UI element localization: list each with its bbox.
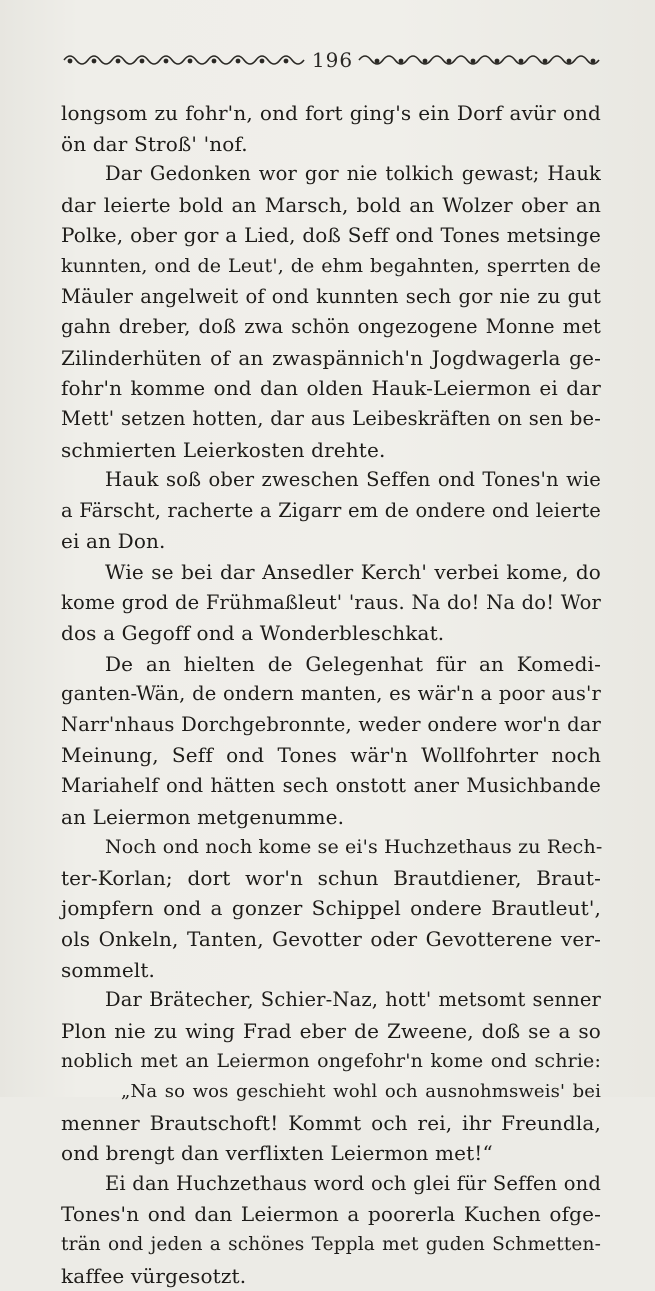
text-line: Mett' setzen hotten, dar aus Leibeskräften on sen be- bbox=[61, 406, 601, 430]
text-line: kunnten, ond de Leut', de ehm begahnten, sperrten de bbox=[61, 254, 601, 277]
text-line: kaffee vürgesotzt. bbox=[61, 1263, 247, 1288]
page-number: 196 bbox=[311, 48, 354, 72]
text-line: Tones'n ond dan Leiermon a poorerla Kuchen ofge- bbox=[61, 1202, 601, 1227]
text-line: jompfern ond a gonzer Schippel ondere Brautleut', bbox=[61, 896, 601, 921]
text-line: longsom zu fohr'n, ond fort ging's ein Dorf avür ond bbox=[61, 101, 601, 125]
text-line: menner Brautschoft! Kommt och rei, ihr Freundla, bbox=[61, 1110, 601, 1135]
text-line: dos a Gegoff ond a Wonderbleschkat. bbox=[61, 621, 445, 646]
text-line: sommelt. bbox=[61, 957, 156, 982]
left-ornament-icon bbox=[60, 52, 310, 68]
text-line: Meinung, Seff ond Tones wär'n Wollfohrter noch bbox=[61, 743, 601, 768]
page-header bbox=[60, 44, 605, 76]
text-line: gahn dreber, doß zwa schön ongezogene Monne met bbox=[61, 315, 601, 339]
text-line: schmierten Leierkosten drehte. bbox=[61, 437, 386, 462]
text-line: dar leierte bold an Marsch, bold an Wolzer ober an bbox=[61, 192, 601, 217]
text-line: Narr'nhaus Dorchgebronnte, weder ondere wor'n dar bbox=[61, 712, 601, 736]
text-line: Dar Brätecher, Schier-Naz, hott' metsomt senner bbox=[105, 988, 601, 1012]
text-line: fohr'n komme ond dan olden Hauk-Leiermon ei dar bbox=[61, 376, 601, 401]
text-line: noblich met an Leiermon ongefohr'n kome ond schrie: bbox=[61, 1050, 601, 1073]
text-line: ganten-Wän, de ondern manten, es wär'n a poor aus'r bbox=[61, 682, 601, 706]
text-line: ols Onkeln, Tanten, Gevotter oder Gevotterene ver- bbox=[61, 927, 601, 952]
text-line: trän ond jeden a schönes Teppla met guden Schmetten- bbox=[61, 1233, 601, 1255]
text-line: Ei dan Huchzethaus word och glei für Seffen ond bbox=[105, 1171, 601, 1195]
text-line: Zilinderhüten of an zwaspännich'n Jogdwagerla ge- bbox=[61, 345, 601, 370]
body-text bbox=[61, 98, 601, 1291]
right-ornament-icon bbox=[355, 52, 605, 68]
text-line: Mäuler angelweit of ond kunnten sech gor nie zu gut bbox=[61, 284, 601, 308]
text-line: Dar Gedonken wor gor nie tolkich gewast; Hauk bbox=[105, 162, 601, 186]
text-line: Noch ond noch kome se ei's Huchzethaus zu Rech- bbox=[105, 836, 603, 859]
text-line: Mariahelf ond hätten sech onstott aner Musichbande bbox=[61, 774, 601, 798]
text-line: an Leiermon metgenumme. bbox=[61, 804, 345, 829]
text-line: Polke, ober gor a Lied, doß Seff ond Tones metsinge bbox=[61, 223, 601, 248]
text-line: Plon nie zu wing Frad eber de Zweene, doß se a so bbox=[61, 1018, 601, 1043]
text-line: Wie se bei dar Ansedler Kerch' verbei kome, do bbox=[105, 559, 601, 584]
text-line: ter-Korlan; dort wor'n schun Brautdiener, Braut- bbox=[61, 865, 601, 890]
text-line: „Na so wos geschieht wohl och ausnohmsweis' bei bbox=[121, 1081, 601, 1102]
text-line: ön dar Stroß' 'nof. bbox=[61, 131, 248, 156]
text-line: Hauk soß ober zweschen Seffen ond Tones'n wie bbox=[105, 468, 601, 492]
text-line: ond brengt dan verflixten Leiermon met!“ bbox=[61, 1141, 493, 1166]
text-line: ei an Don. bbox=[61, 529, 166, 554]
text-line: De an hielten de Gelegenhat für an Komedi- bbox=[105, 651, 601, 676]
text-line: a Färscht, racherte a Zigarr em de ondere ond leierte bbox=[61, 498, 601, 522]
text-line: kome grod de Frühmaßleut' 'raus. Na do! Na do! Wor bbox=[61, 590, 601, 614]
